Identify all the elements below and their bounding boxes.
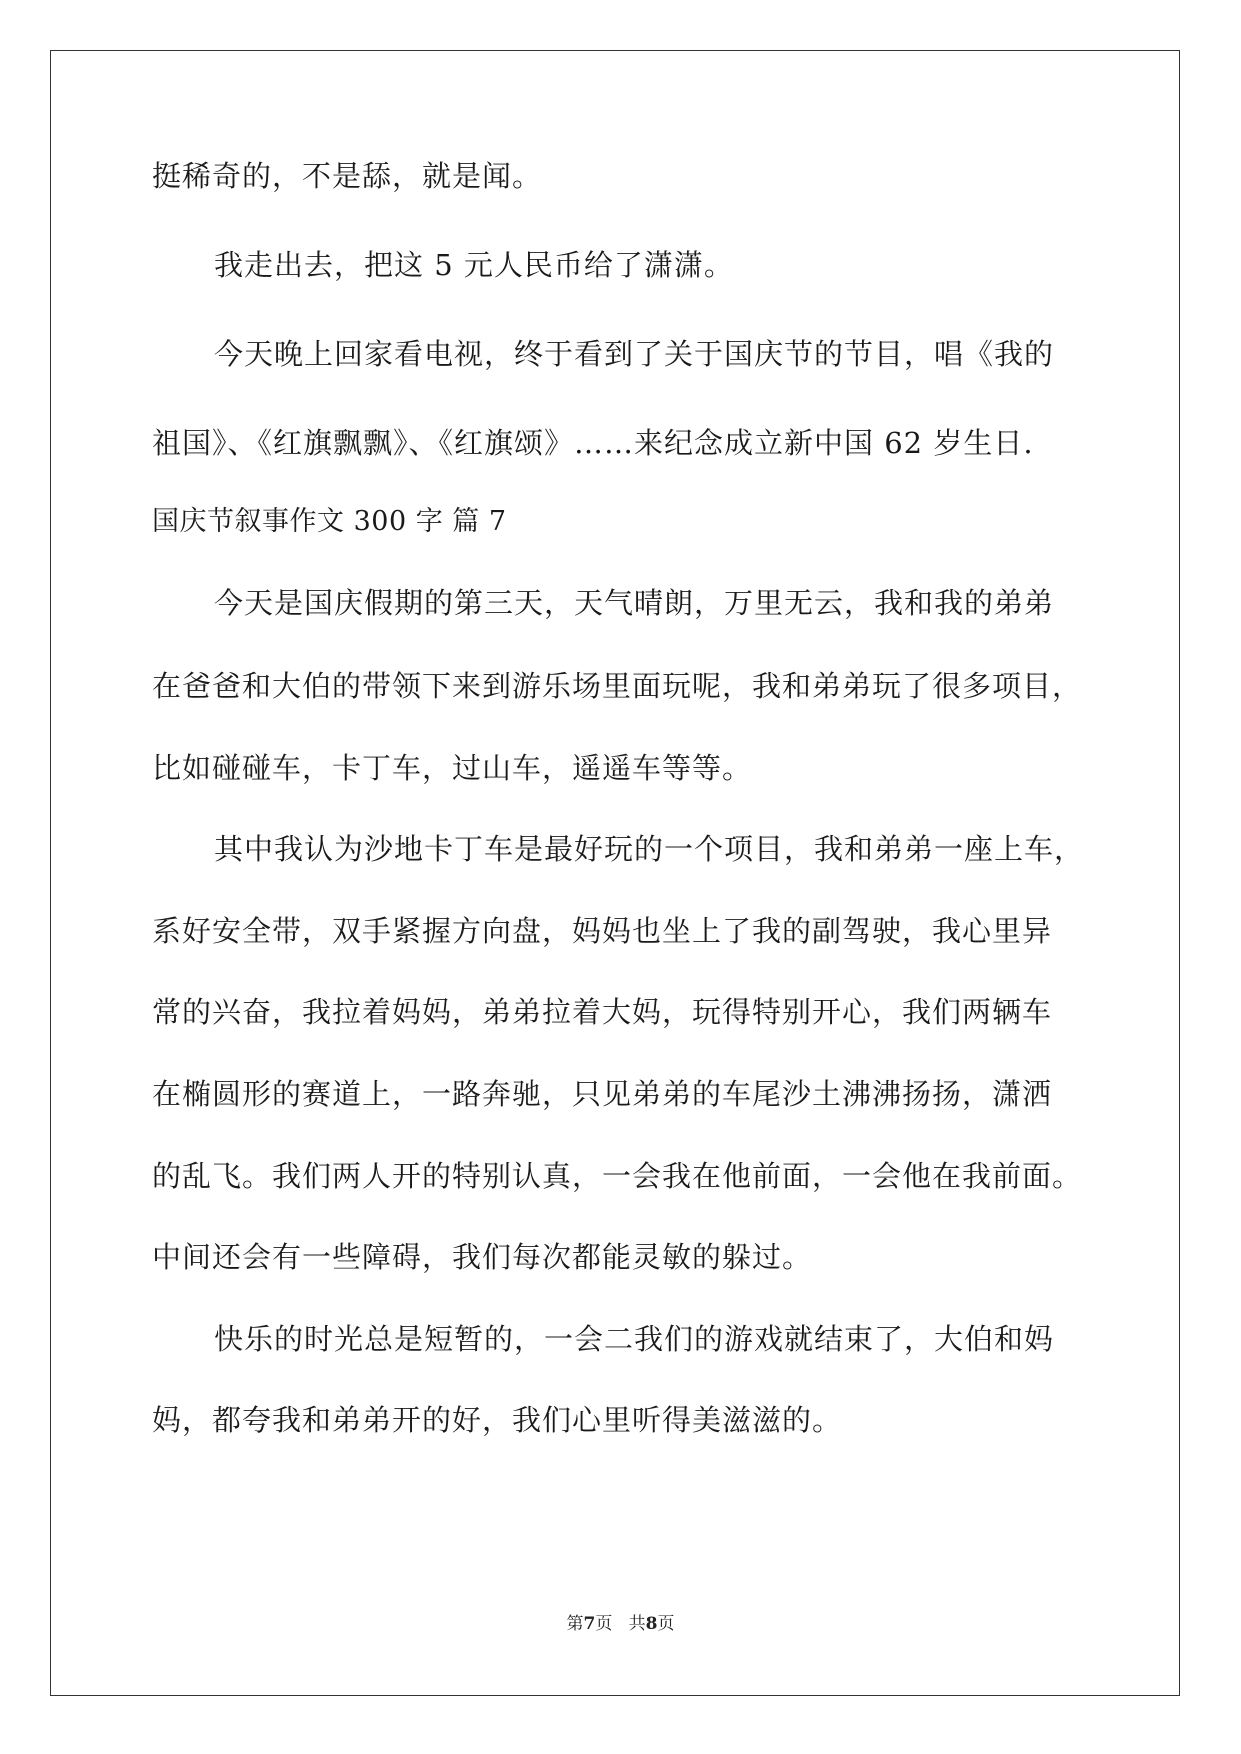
page-border	[50, 50, 1180, 1696]
footer-prefix: 第	[566, 1614, 584, 1634]
paragraph-line: 中间还会有一些障碍，我们每次都能灵敏的躲过。	[152, 1240, 813, 1274]
paragraph-line: 祖国》、《红旗飘飘》、《红旗颂》……来纪念成立新中国 62 岁生日.	[152, 426, 1034, 460]
paragraph-line: 快乐的时光总是短暂的，一会二我们的游戏就结束了，大伯和妈	[214, 1322, 1055, 1356]
paragraph-line: 妈，都夸我和弟弟开的好，我们心里听得美滋滋的。	[152, 1403, 843, 1437]
footer-mid: 页 共	[595, 1614, 646, 1634]
section-heading: 国庆节叙事作文 300 字 篇 7	[152, 506, 507, 537]
paragraph-line: 在椭圆形的赛道上，一路奔驰，只见弟弟的车尾沙土沸沸扬扬，潇洒	[152, 1077, 1053, 1111]
page-footer	[0, 1612, 1241, 1636]
paragraph-line: 今天是国庆假期的第三天，天气晴朗，万里无云，我和我的弟弟	[214, 586, 1055, 620]
paragraph-line: 挺稀奇的，不是舔，就是闻。	[152, 159, 543, 193]
total-page-number: 8	[645, 1614, 658, 1634]
paragraph-line: 系好安全带，双手紧握方向盘，妈妈也坐上了我的副驾驶，我心里异	[152, 914, 1053, 948]
paragraph-line: 在爸爸和大伯的带领下来到游乐场里面玩呢，我和弟弟玩了很多项目，	[152, 669, 1083, 703]
paragraph-line: 的乱飞。我们两人开的特别认真，一会我在他前面，一会他在我前面。	[152, 1159, 1083, 1193]
paragraph-line: 今天晚上回家看电视，终于看到了关于国庆节的节目，唱《我的	[214, 337, 1055, 371]
current-page-number: 7	[583, 1614, 596, 1634]
paragraph-line: 我走出去，把这 5 元人民币给了潇潇。	[214, 248, 734, 282]
paragraph-line: 常的兴奋，我拉着妈妈，弟弟拉着大妈，玩得特别开心，我们两辆车	[152, 995, 1053, 1029]
footer-suffix: 页	[657, 1614, 675, 1634]
paragraph-line: 比如碰碰车，卡丁车，过山车，遥遥车等等。	[152, 751, 753, 785]
paragraph-line: 其中我认为沙地卡丁车是最好玩的一个项目，我和弟弟一座上车，	[214, 832, 1085, 866]
